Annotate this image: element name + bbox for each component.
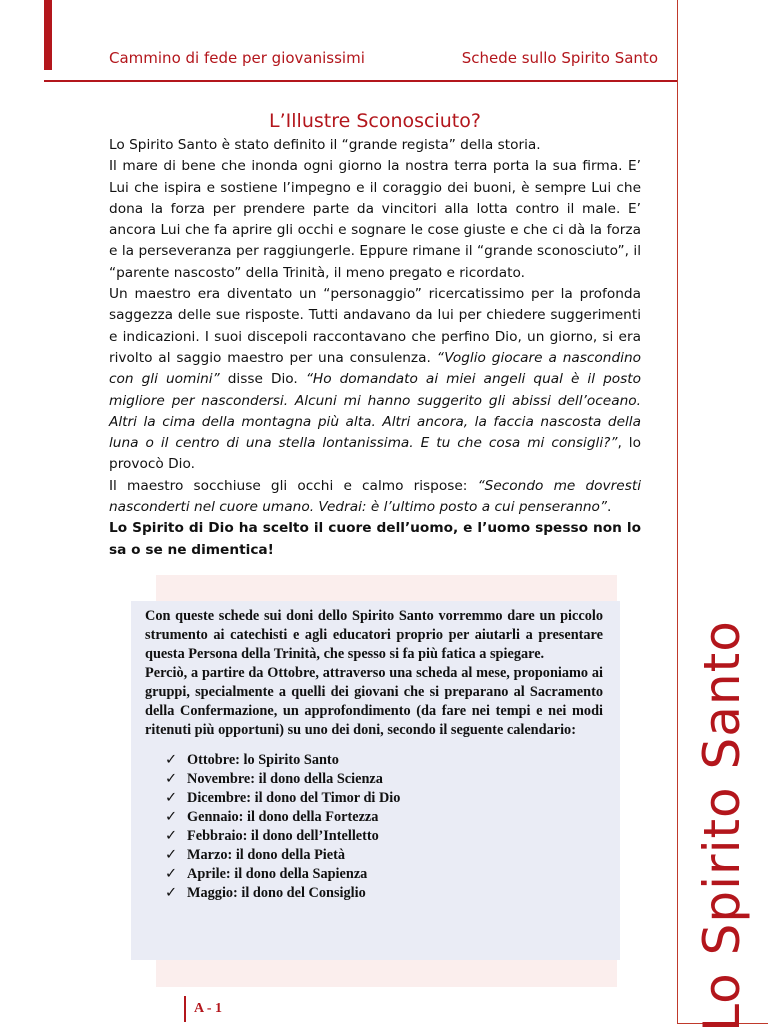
article-paragraph <box>109 476 641 519</box>
article-paragraph <box>109 156 641 284</box>
header-topic-title: Schede sullo Spirito Santo <box>461 49 658 67</box>
calendar-item-label: Dicembre: il dono del Timor di Dio <box>187 790 401 806</box>
calendar-item-label: Aprile: il dono della Sapienza <box>187 866 368 882</box>
header-accent-bar <box>44 0 52 70</box>
calendar-item <box>165 770 603 789</box>
calendar-item <box>165 846 603 865</box>
info-box-text <box>145 607 603 903</box>
check-icon: ✓ <box>165 866 177 882</box>
info-paragraph: Perciò, a partire da Ottobre, attraverso una scheda al mese, proponiamo ai gruppi, specialmente a quelli dei giovani che si preparano al Sacramento della Confermazione, un approfondimento (da fare nei tempi e nei modi ritenuti più opportuni) su uno dei doni, secondo il seguente calendario: <box>145 665 603 738</box>
calendar-item <box>165 865 603 884</box>
article-paragraph <box>109 135 641 156</box>
calendar-item-label: Ottobre: lo Spirito Santo <box>187 752 339 768</box>
calendar-item-label: Marzo: il dono della Pietà <box>187 847 346 863</box>
article-paragraph <box>109 284 641 476</box>
paragraph-text: disse Dio. <box>219 371 306 388</box>
quote-text: “Ho domandato ai miei angeli qual è il posto migliore per nascondersi. Alcuni mi hanno suggerito gli abissi dell’oceano. Altri la cima della montagna più alta. Altri ancora, la faccia nascosta della luna o il centro di una stella lontanissima. E tu che cosa mi consigli?” <box>109 371 642 452</box>
paragraph-text: Il maestro socchiuse gli occhi e calmo rispose: <box>109 477 478 494</box>
article-conclusion: Lo Spirito di Dio ha scelto il cuore dell’uomo, e l’uomo spesso non lo sa o se ne dimentica! <box>109 520 641 558</box>
calendar-item <box>165 827 603 846</box>
calendar-item <box>165 884 603 903</box>
calendar-item-label: Maggio: il dono del Consiglio <box>187 885 366 901</box>
calendar-item-label: Novembre: il dono della Scienza <box>187 771 383 787</box>
quote-text: “Secondo me dovresti nasconderti nel cuore umano. Vedrai: è l’ultimo posto a cui penseranno” <box>109 477 642 516</box>
header-series-title: Cammino di fede per giovanissimi <box>109 49 365 67</box>
check-icon: ✓ <box>165 847 177 863</box>
calendar-item-label: Febbraio: il dono dell’Intelletto <box>187 828 379 844</box>
check-icon: ✓ <box>165 885 177 901</box>
check-icon: ✓ <box>165 790 177 806</box>
calendar-item <box>165 808 603 827</box>
article-title: L’Illustre Sconosciuto? <box>269 110 481 132</box>
paragraph-text: , lo provocò Dio. <box>109 435 641 473</box>
page-number: A - 1 <box>184 996 222 1022</box>
check-icon: ✓ <box>165 828 177 844</box>
paragraph-text: . <box>607 499 612 516</box>
info-paragraph: Con queste schede sui doni dello Spirito Santo vorremmo dare un piccolo strumento ai catechisti e agli educatori proprio per aiutarli a presentare questa Persona della Trinità, che spesso si fa più fatica a spiegare. <box>145 608 603 662</box>
paragraph-text: Lo Spirito Santo è stato definito il “grande regista” della storia. <box>109 137 541 153</box>
calendar-list <box>165 751 603 903</box>
header-rule <box>44 80 678 82</box>
calendar-item <box>165 751 603 770</box>
paragraph-text: Il mare di bene che inonda ogni giorno la nostra terra porta la sua firma. E’ Lui che ispira e sostiene l’impegno e il coraggio dei buoni, è sempre Lui che dona la forza per prendere parte da vincitori alla lotta contro il male. E’ ancora Lui che fa aprire gli occhi e sognare le cose giuste e che ci dà la forza e la perseveranza per raggiungerle. Eppure rimane il “grande sconosciuto”, il “parente nascosto” della Trinità, il meno pregato e ricordato. <box>109 158 641 281</box>
quote-text: “Voglio giocare a nascondino con gli uomini” <box>109 349 641 388</box>
side-title: Lo Spirito Santo <box>693 620 751 1032</box>
calendar-item-label: Gennaio: il dono della Fortezza <box>187 809 379 825</box>
paragraph-text: Un maestro era diventato un “personaggio” ricercatissimo per la profonda saggezza delle sue risposte. Tutti andavano da lui per chiedere suggerimenti e indicazioni. I suoi discepoli raccontavano che perfino Dio, un giorno, si era rivolto al saggio maestro per una consulenza. <box>109 286 641 366</box>
check-icon: ✓ <box>165 752 177 768</box>
article <box>109 108 641 561</box>
check-icon: ✓ <box>165 771 177 787</box>
calendar-item <box>165 789 603 808</box>
check-icon: ✓ <box>165 809 177 825</box>
